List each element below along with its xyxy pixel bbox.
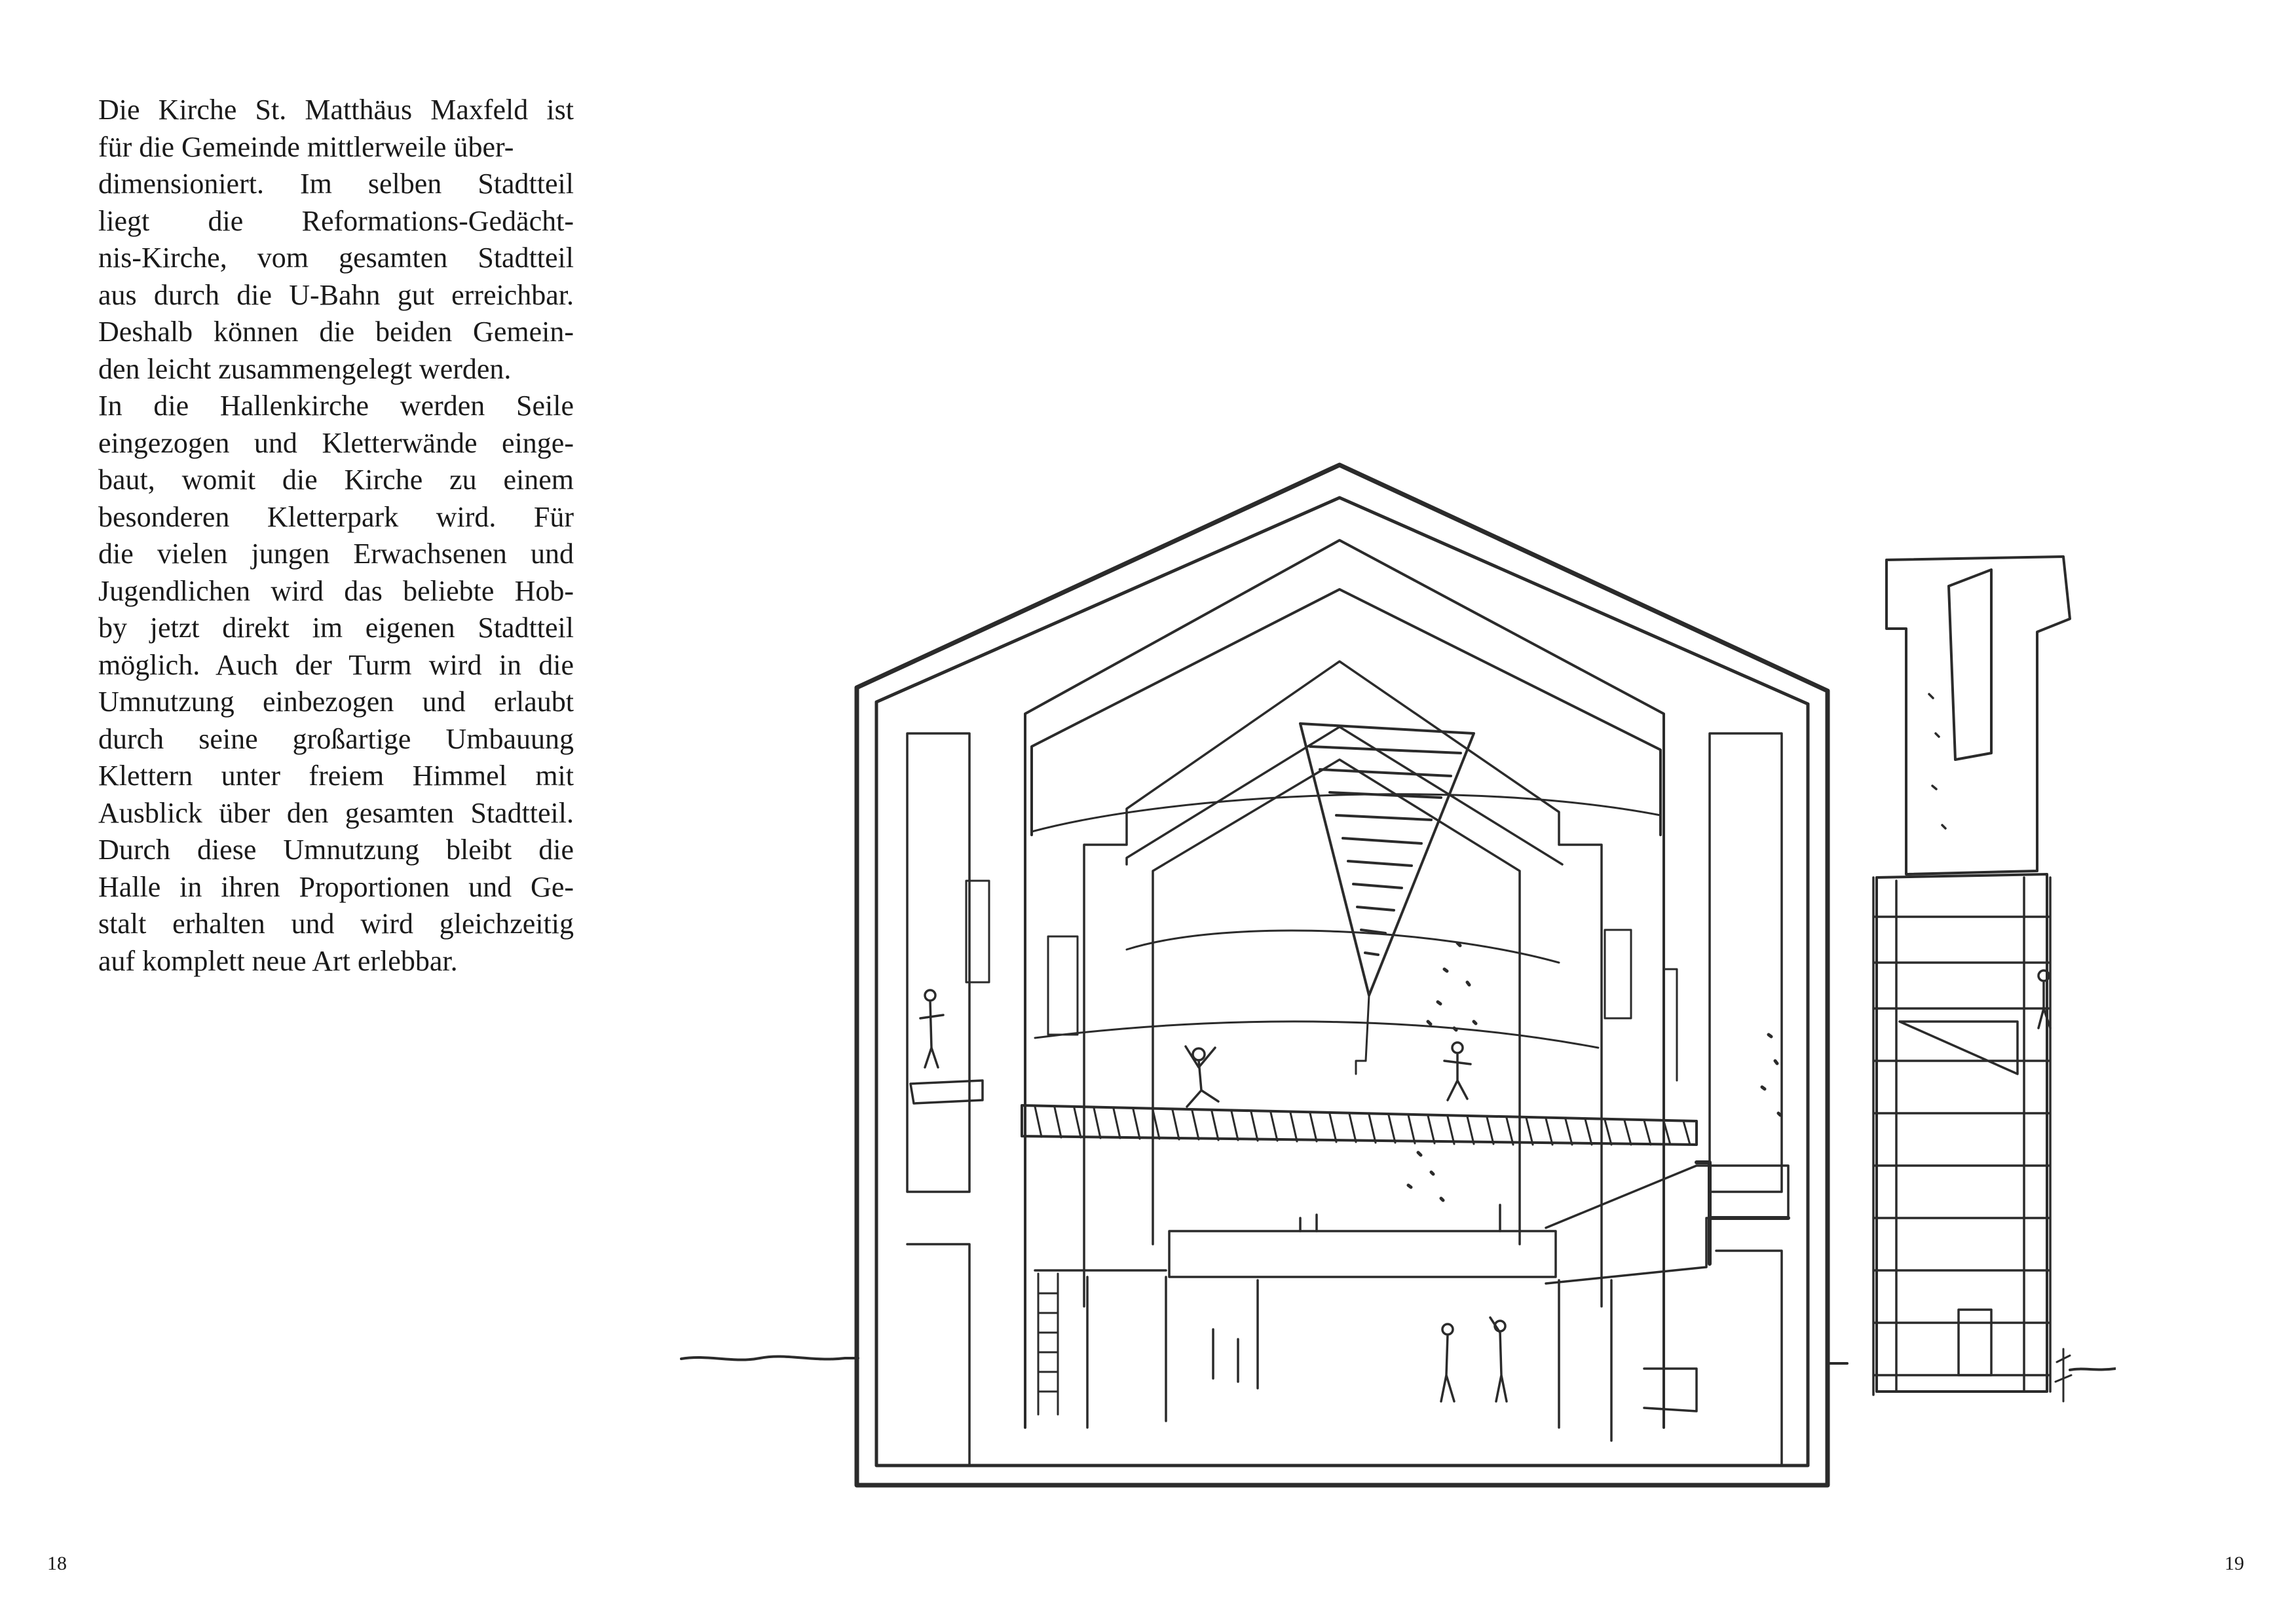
text-line: für die Gemeinde mittlerweile über- [98,130,514,163]
inner-gable-3 [1084,661,1602,1306]
text-line: baut, womit die Kirche zu einem [98,464,574,496]
text-line: Klettern unter freiem Himmel mit [98,760,574,792]
inner-window-right [1605,930,1677,1080]
text-line: Durch diese Umnutzung bleibt die [98,834,574,866]
text-line: die vielen jungen Erwachsenen und [98,538,574,570]
church-section-sketch [675,445,2116,1519]
left-window-upper [907,733,969,1192]
rope-line [1035,1022,1598,1048]
page-number-left: 18 [47,1553,67,1574]
ground-line [681,1356,2116,1370]
text-line: Jugendlichen wird das beliebte Hob- [98,574,574,607]
inner-window-left [966,881,1078,1035]
tower-louver [1949,570,1991,760]
tower-base [1877,874,2047,1392]
text-line: stalt erhalten und wird gleichzeitig [98,908,574,940]
tower-scaffold [1873,877,2050,1395]
tower-plant [2055,1349,2071,1401]
gallery-band [1169,1231,1556,1277]
text-line: Deshalb können die beiden Gemein- [98,316,574,348]
text-line: nis-Kirche, vom gesamten Stadtteil [98,242,574,274]
inner-gable-5 [1153,760,1520,1244]
climbing-funnel [1300,724,1474,995]
climber-figures [910,990,1507,1401]
text-line: den leicht zusammengelegt werden. [98,352,512,385]
gallery-ledge [1546,1166,1788,1283]
right-window-lower [1716,1251,1782,1466]
body-paragraph [98,92,574,980]
right-window-upper [1710,733,1782,1192]
text-line: Die Kirche St. Matthäus Maxfeld ist [98,94,574,126]
text-line: In die Hallenkirche werden Seile [98,390,574,422]
text-line: aus durch die U-Bahn gut erreichbar. [98,278,574,311]
church-inner-wall [876,498,1808,1466]
text-line: by jetzt direkt im eigenen Stadtteil [98,612,574,644]
church-outer-wall [857,465,1828,1485]
page-number-right: 19 [2224,1553,2244,1574]
left-window-lower [907,1244,969,1466]
tower-top [1886,557,2070,874]
tower-climbers [1929,694,2050,1028]
inner-gable [1025,540,1664,1428]
funnel-cable [1356,995,1369,1074]
text-line: Ausblick über den gesamten Stadtteil. [98,796,574,829]
text-line: eingezogen und Kletterwände einge- [98,426,574,459]
sketch-drawing [675,445,2116,1519]
tower-door [1959,1310,1991,1375]
rope-line [1127,931,1559,963]
text-line: Umnutzung einbezogen und erlaubt [98,686,574,718]
text-line: Halle in ihren Proportionen und Ge- [98,870,574,903]
hall-floor [1035,1270,1697,1441]
inner-gable-2 [1032,589,1661,835]
text-line: möglich. Auch der Turm wird in die [98,648,574,681]
climbing-bridge [1022,1105,1697,1145]
text-line: auf komplett neue Art erlebbar. [98,944,458,977]
text-line: besonderen Kletterpark wird. Für [98,500,574,533]
climbing-holds [1408,943,1780,1200]
hall-ladder [1038,1274,1058,1414]
text-line: dimensioniert. Im selben Stadtteil [98,168,574,200]
text-line: liegt die Reformations-Gedächt- [98,204,574,237]
text-line: durch seine großartige Umbauung [98,722,574,755]
